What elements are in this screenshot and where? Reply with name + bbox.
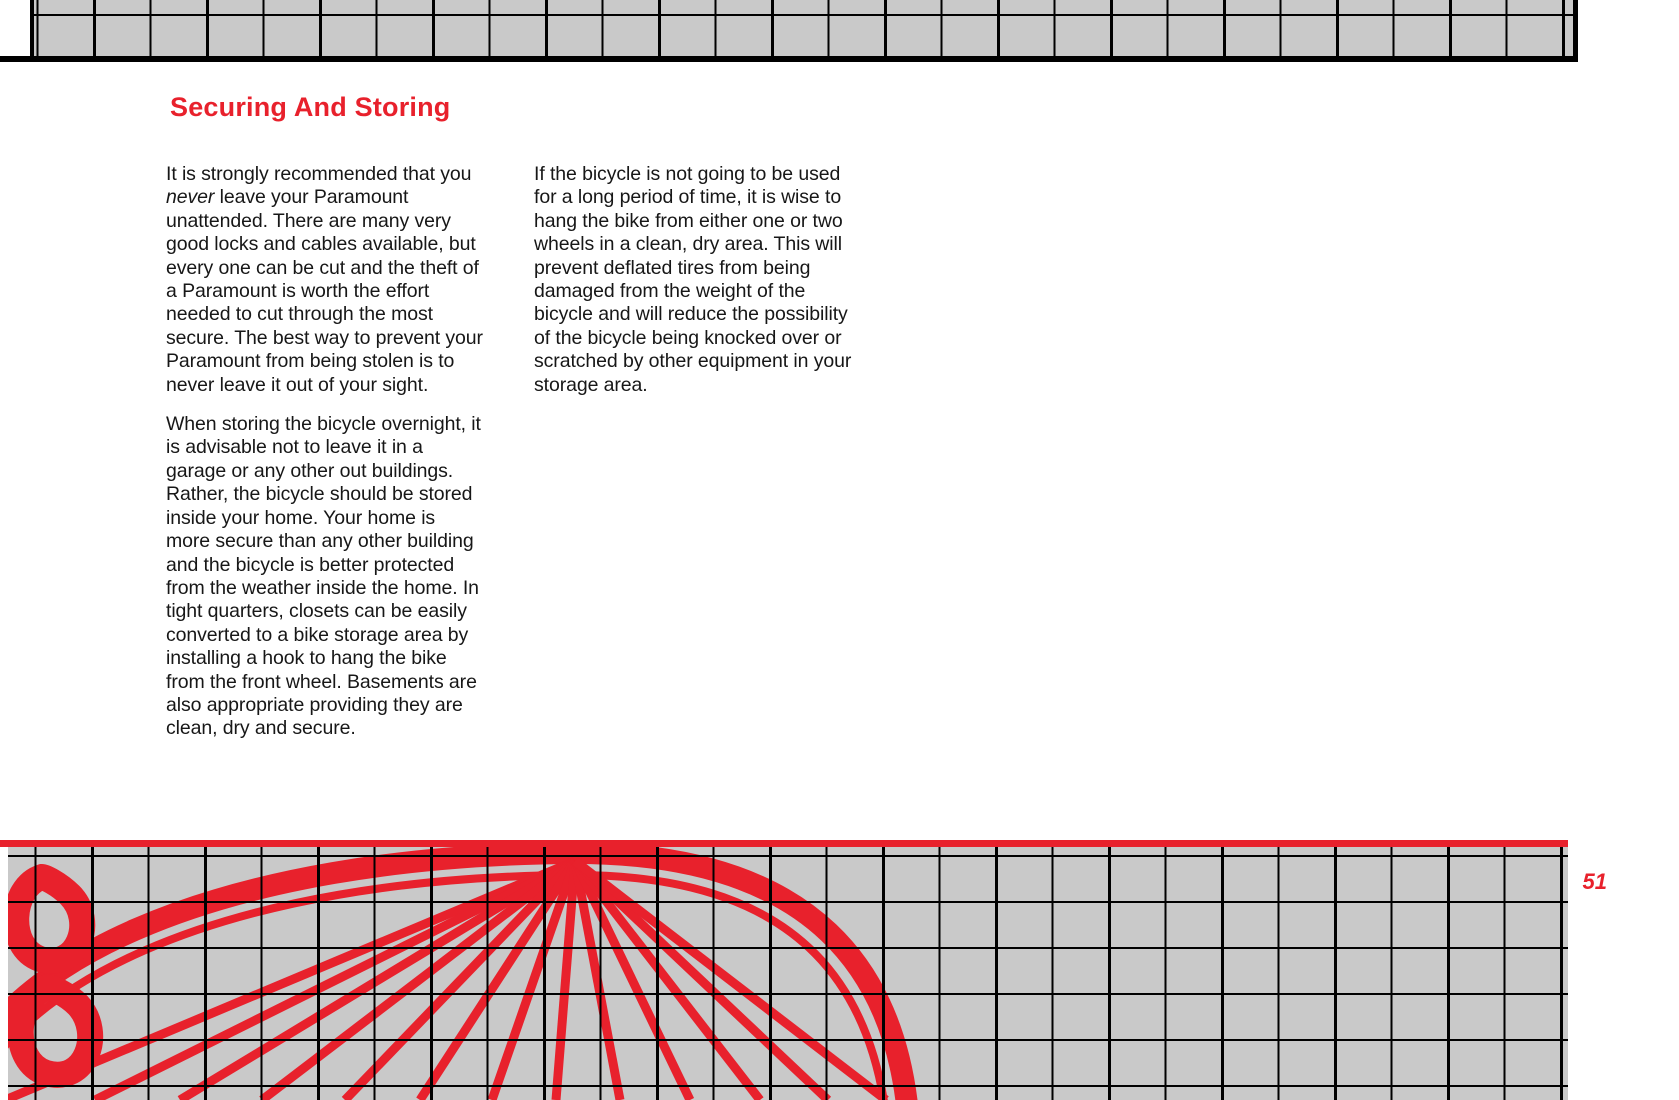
paragraph-text: It is strongly recommended that you (166, 163, 472, 185)
right-column (534, 163, 852, 413)
band-right-rule (1573, 0, 1578, 62)
band-left-rule (30, 0, 34, 62)
paragraph: If the bicycle is not going to be used for a long period of time, it is wise to hang the bike from either one or two wheels in a clean, dry area. This will prevent deflated tires from being damaged from the weight of the bicycle and will reduce the possibility of the bicycle being knocked over or scratched by other equipment in your storage area. (534, 163, 852, 396)
paragraph: When storing the bicycle overnight, it is advisable not to leave it in a garage or any other out buildings. Rather, the bicycle should be stored inside your home. Your home is more secure than any other building and the bicycle is better protected from the weather inside the home. In tight quarters, closets can be easily converted to a bike storage area by installing a hook to hang the bike from the front wheel. Basements are also appropriate providing they are clean, dry and secure. (166, 413, 481, 740)
band-top-rule (0, 840, 1568, 847)
paragraph (166, 163, 484, 397)
red-bicycle-wheel-illustration (0, 847, 1568, 1100)
band-left-margin (0, 0, 30, 62)
page-number: 51 (1582, 869, 1607, 894)
page-title: Securing And Storing (170, 92, 451, 123)
bottom-grid-band-with-wheel-graphic (0, 840, 1568, 1100)
band-bottom-rule (0, 56, 1578, 62)
paragraph-text: leave your Paramount unattended. There are many very good locks and cables available, but every one can be cut and the theft of a Paramount is worth the effort needed to cut through the most secure. The best way to prevent your Paramount from being stolen is to never leave it out of your sight. (166, 186, 483, 396)
emphasis-text: never (166, 186, 215, 209)
grid-major-lines (0, 0, 1578, 62)
top-grid-band (0, 0, 1578, 62)
left-column (166, 163, 484, 757)
band-left-margin (0, 847, 8, 1100)
